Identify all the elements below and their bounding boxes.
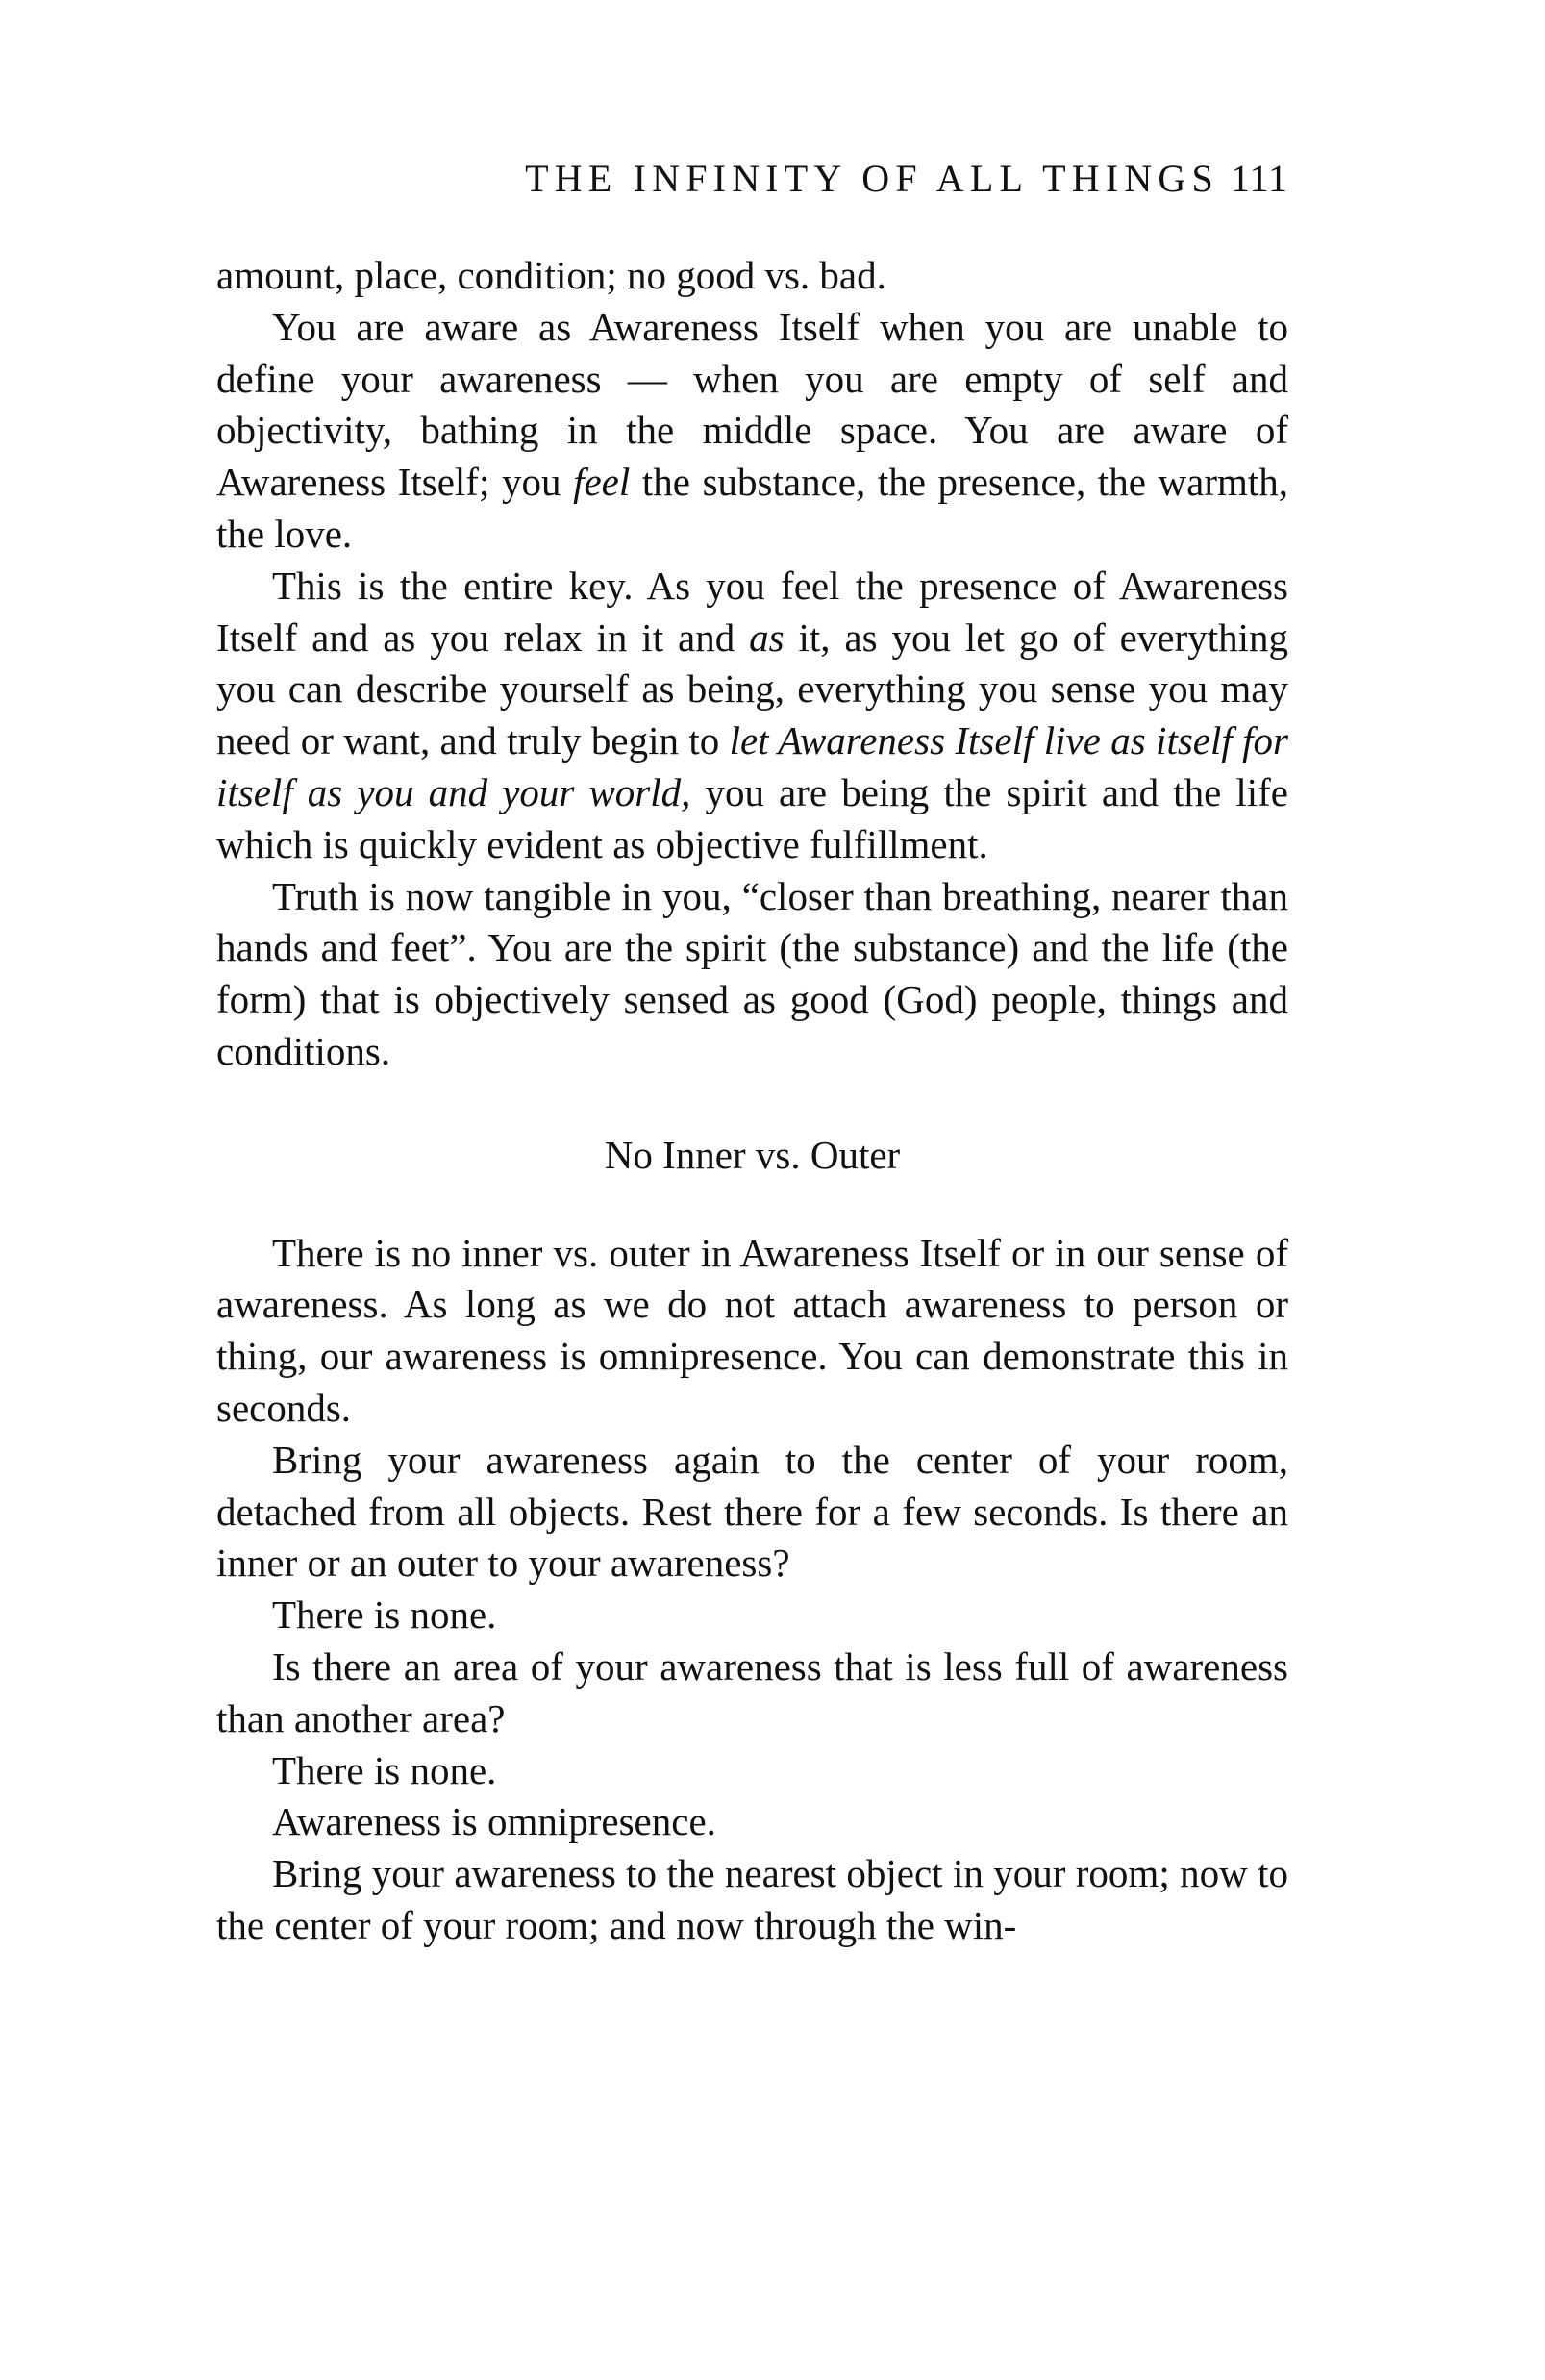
emphasis-feel: feel xyxy=(573,460,631,505)
paragraph-continuation: amount, place, condition; no good vs. bad. xyxy=(216,253,886,297)
paragraph-aware-as-awareness xyxy=(216,302,1288,561)
paragraph-text: it, as you let go of everything you can describe yourself as being, everything you sense you may need or want, and truly begin to xyxy=(216,614,1288,764)
paragraph-there-is-none-2: There is none. xyxy=(272,1747,497,1792)
emphasis-as: as xyxy=(749,614,785,660)
paragraph-truth-tangible: Truth is now tangible in you, “closer than breathing, nearer than hands and feet”. You are the spirit (the substance) and the life (the form) that is objectively sensed as good (God) people, things and conditions. xyxy=(216,873,1288,1073)
paragraph-text: This is the entire key. As you feel the presence of Awareness Itself and as you relax in it and xyxy=(216,563,1288,660)
running-head-title: THE INFINITY OF ALL THINGS xyxy=(525,157,1219,200)
paragraph-bring-awareness-object: Bring your awareness to the nearest object in your room; now to the center of your room; and now through the win- xyxy=(216,1851,1288,1947)
page-number: 111 xyxy=(1230,157,1288,200)
paragraph-omnipresence: Awareness is omnipresence. xyxy=(272,1799,716,1844)
section-heading: No Inner vs. Outer xyxy=(604,1132,901,1177)
paragraph-bring-awareness-center: Bring your awareness again to the center of your room, detached from all objects. Rest there for a few seconds. Is there an inner or an outer to your awareness? xyxy=(216,1437,1288,1586)
paragraph-no-inner-outer: There is no inner vs. outer in Awareness Itself or in our sense of awareness. As long as we do not attach awareness to person or thing, our awareness is omnipresence. You can demonstrate this in seconds. xyxy=(216,1230,1288,1430)
paragraph-entire-key xyxy=(216,561,1288,871)
body-text xyxy=(216,250,1288,1952)
paragraph-text: you are being the spirit and the life which is quickly evident as objective fulfillment. xyxy=(216,769,1288,866)
emphasis-let-awareness: let Awareness Itself live as itself for itself as you and your world, xyxy=(216,718,1288,814)
paragraph-text: the substance, the presence, the warmth, the love. xyxy=(216,460,1289,556)
paragraph-there-is-none: There is none. xyxy=(272,1592,497,1638)
paragraph-text: You are aware as Awareness Itself when you are unable to define your awareness — when you are empty of self and objectivity, bathing in the middle space. You are aware of Awareness Itself; you xyxy=(216,304,1288,505)
book-page xyxy=(216,154,1288,1952)
running-head xyxy=(216,154,1288,204)
paragraph-is-there-area: Is there an area of your awareness that is less full of awareness than another area? xyxy=(216,1643,1288,1741)
